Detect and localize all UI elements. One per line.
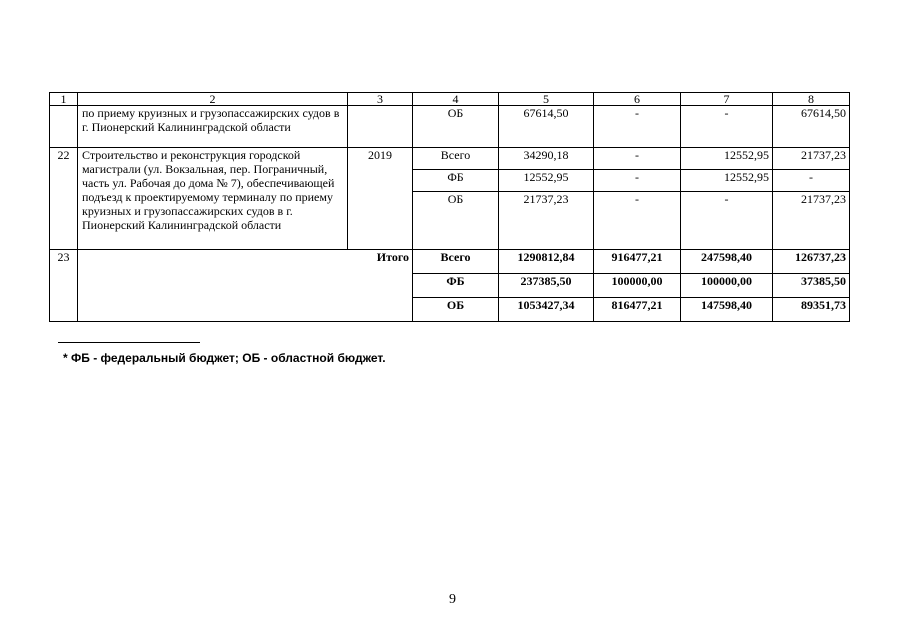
empty-description-cell [78,250,348,322]
year-cell [348,106,413,148]
column-number-row [50,93,850,106]
total-label: Итого [348,250,413,322]
budget-type: Всего [413,250,499,274]
year-cell: 2019 [348,148,413,250]
item-description: Строительство и реконструкция городской магистрали (ул. Вокзальная, пер. Пограничный, часть ул. Рабочая до дома № 7), обеспечивающей подъезд к проектируемому терминалу по приему круизных и грузопассажирских судов в г. Пионерский Калининградской области [78,148,348,250]
budget-type: ОБ [413,192,499,250]
amount-cell: - [594,192,681,250]
column-number: 4 [413,93,499,106]
amount-cell: - [681,192,773,250]
table-row [50,250,850,274]
column-number: 7 [681,93,773,106]
amount-cell: 247598,40 [681,250,773,274]
amount-cell: 67614,50 [499,106,594,148]
amount-cell: 1290812,84 [499,250,594,274]
amount-cell: 37385,50 [773,274,850,298]
item-description: по приему круизных и грузопассажирских судов в г. Пионерский Калининградской области [78,106,348,148]
amount-cell: 916477,21 [594,250,681,274]
amount-cell: 147598,40 [681,298,773,322]
amount-cell: 1053427,34 [499,298,594,322]
budget-type: Всего [413,148,499,170]
amount-cell: 21737,23 [773,148,850,170]
amount-cell: 237385,50 [499,274,594,298]
budget-type: ФБ [413,274,499,298]
budget-type: ОБ [413,298,499,322]
budget-type: ОБ [413,106,499,148]
item-number-cell: 23 [50,250,78,322]
column-number: 3 [348,93,413,106]
amount-cell: - [773,170,850,192]
column-number: 5 [499,93,594,106]
amount-cell: 100000,00 [594,274,681,298]
footnote: * ФБ - федеральный бюджет; ОБ - областной бюджет. [63,351,386,365]
amount-cell: 100000,00 [681,274,773,298]
budget-table [49,92,850,322]
amount-cell: - [594,148,681,170]
amount-cell: 67614,50 [773,106,850,148]
item-number-cell [50,106,78,148]
amount-cell: - [681,106,773,148]
amount-cell: 21737,23 [773,192,850,250]
table-row [50,106,850,148]
column-number: 6 [594,93,681,106]
amount-cell: 12552,95 [681,170,773,192]
amount-cell: 12552,95 [499,170,594,192]
amount-cell: - [594,170,681,192]
column-number: 2 [78,93,348,106]
footnote-divider [58,342,200,343]
amount-cell: 816477,21 [594,298,681,322]
amount-cell: 126737,23 [773,250,850,274]
amount-cell: - [594,106,681,148]
item-number-cell: 22 [50,148,78,250]
amount-cell: 34290,18 [499,148,594,170]
amount-cell: 12552,95 [681,148,773,170]
page-number: 9 [449,592,456,607]
column-number: 8 [773,93,850,106]
column-number: 1 [50,93,78,106]
amount-cell: 89351,73 [773,298,850,322]
amount-cell: 21737,23 [499,192,594,250]
table-row [50,148,850,170]
budget-type: ФБ [413,170,499,192]
